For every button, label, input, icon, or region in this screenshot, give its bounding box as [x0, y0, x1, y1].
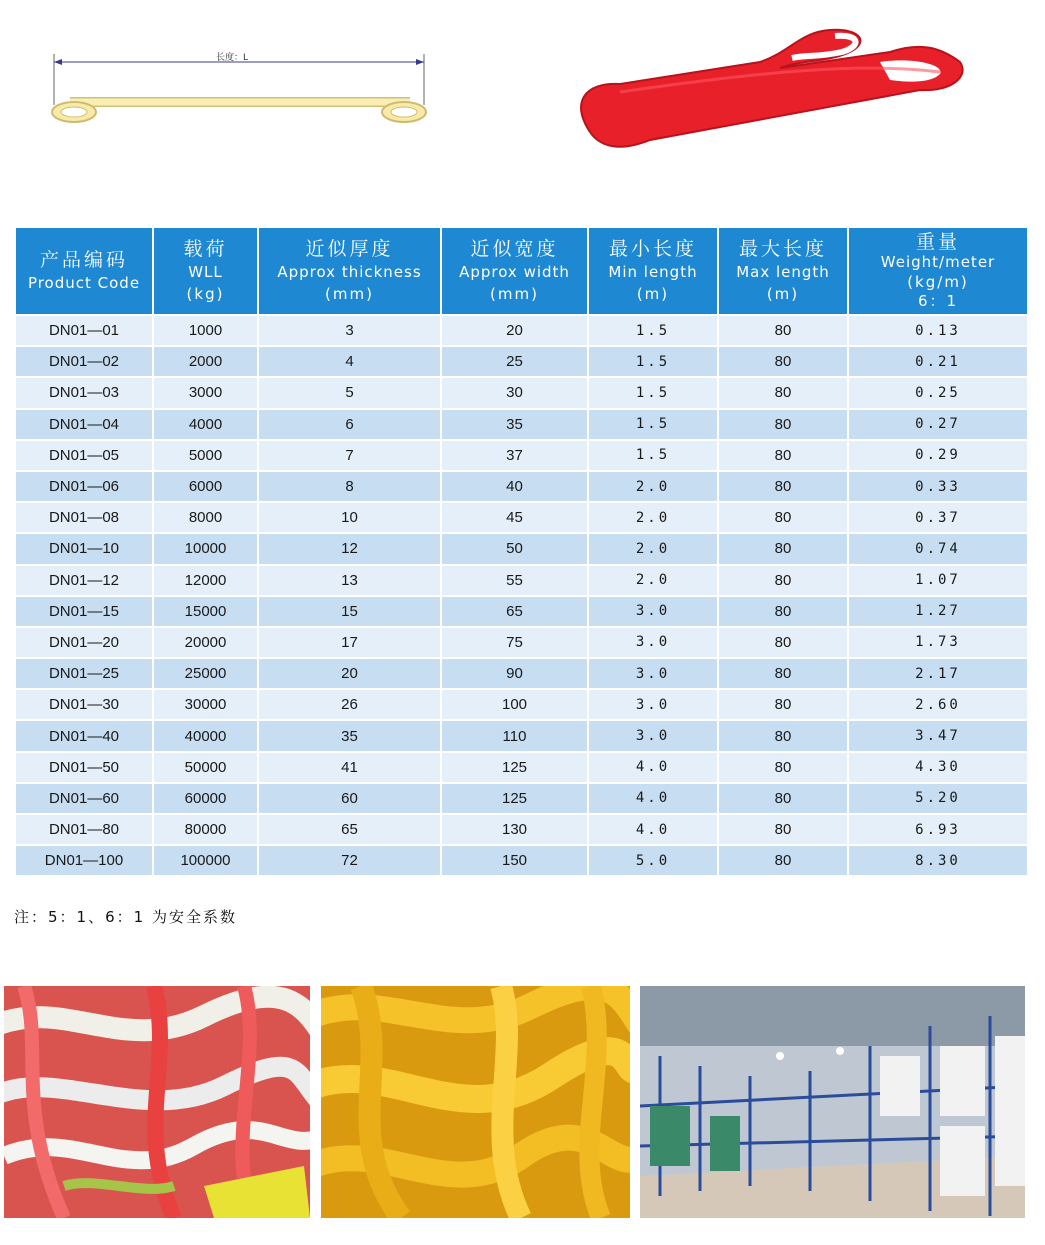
cell-max-length: 80 — [719, 626, 847, 657]
cell-wll: 2000 — [154, 345, 257, 376]
cell-wll: 4000 — [154, 408, 257, 439]
cell-width: 20 — [442, 314, 587, 345]
table-row — [16, 595, 1027, 626]
table-row — [16, 439, 1027, 470]
table-row — [16, 688, 1027, 719]
cell-wll: 50000 — [154, 751, 257, 782]
cell-wll: 80000 — [154, 813, 257, 844]
cell-width: 25 — [442, 345, 587, 376]
sling-length-diagram — [40, 40, 440, 140]
table-row — [16, 470, 1027, 501]
cell-wll: 8000 — [154, 501, 257, 532]
cell-product-code: DN01—03 — [16, 376, 152, 407]
cell-max-length: 80 — [719, 470, 847, 501]
cell-width: 130 — [442, 813, 587, 844]
cell-max-length: 80 — [719, 782, 847, 813]
cell-max-length: 80 — [719, 408, 847, 439]
cell-wll: 5000 — [154, 439, 257, 470]
cell-width: 45 — [442, 501, 587, 532]
cell-max-length: 80 — [719, 688, 847, 719]
cell-width: 110 — [442, 719, 587, 750]
cell-max-length: 80 — [719, 532, 847, 563]
cell-min-length: 1.5 — [589, 376, 717, 407]
cell-thickness: 60 — [259, 782, 440, 813]
cell-product-code: DN01—06 — [16, 470, 152, 501]
cell-width: 50 — [442, 532, 587, 563]
cell-thickness: 15 — [259, 595, 440, 626]
cell-min-length: 1.5 — [589, 408, 717, 439]
factory-floor-photo — [640, 986, 1025, 1218]
header-width: 近似宽度 Approx width (mm) — [442, 228, 587, 314]
cell-weight: 2.60 — [849, 688, 1027, 719]
table-row — [16, 501, 1027, 532]
cell-product-code: DN01—08 — [16, 501, 152, 532]
header-product-code: 产品编码 Product Code — [16, 228, 152, 314]
cell-wll: 60000 — [154, 782, 257, 813]
header-weight: 重量 Weight/meter (kg/m) 6：1 — [849, 228, 1027, 314]
cell-thickness: 35 — [259, 719, 440, 750]
cell-thickness: 13 — [259, 564, 440, 595]
cell-weight: 1.73 — [849, 626, 1027, 657]
cell-max-length: 80 — [719, 813, 847, 844]
table-row — [16, 657, 1027, 688]
cell-product-code: DN01—10 — [16, 532, 152, 563]
cell-width: 35 — [442, 408, 587, 439]
table-row — [16, 626, 1027, 657]
cell-weight: 1.27 — [849, 595, 1027, 626]
cell-weight: 1.07 — [849, 564, 1027, 595]
cell-wll: 10000 — [154, 532, 257, 563]
cell-weight: 8.30 — [849, 844, 1027, 875]
cell-min-length: 1.5 — [589, 345, 717, 376]
table-row — [16, 314, 1027, 345]
cell-product-code: DN01—25 — [16, 657, 152, 688]
cell-min-length: 3.0 — [589, 719, 717, 750]
cell-max-length: 80 — [719, 657, 847, 688]
cell-thickness: 10 — [259, 501, 440, 532]
cell-max-length: 80 — [719, 595, 847, 626]
cell-weight: 0.25 — [849, 376, 1027, 407]
cell-thickness: 3 — [259, 314, 440, 345]
cell-product-code: DN01—50 — [16, 751, 152, 782]
cell-max-length: 80 — [719, 501, 847, 532]
cell-product-code: DN01—30 — [16, 688, 152, 719]
header-thickness: 近似厚度 Approx thickness (mm) — [259, 228, 440, 314]
cell-min-length: 3.0 — [589, 657, 717, 688]
yellow-webbing-photo — [321, 986, 630, 1218]
cell-max-length: 80 — [719, 314, 847, 345]
cell-min-length: 3.0 — [589, 595, 717, 626]
cell-max-length: 80 — [719, 439, 847, 470]
cell-wll: 20000 — [154, 626, 257, 657]
cell-weight: 0.29 — [849, 439, 1027, 470]
cell-width: 90 — [442, 657, 587, 688]
cell-product-code: DN01—12 — [16, 564, 152, 595]
table-row — [16, 376, 1027, 407]
cell-min-length: 1.5 — [589, 314, 717, 345]
cell-max-length: 80 — [719, 345, 847, 376]
header-wll: 载荷 WLL (kg) — [154, 228, 257, 314]
cell-product-code: DN01—15 — [16, 595, 152, 626]
cell-wll: 25000 — [154, 657, 257, 688]
cell-product-code: DN01—60 — [16, 782, 152, 813]
cell-product-code: DN01—20 — [16, 626, 152, 657]
cell-width: 125 — [442, 782, 587, 813]
cell-width: 65 — [442, 595, 587, 626]
cell-min-length: 2.0 — [589, 564, 717, 595]
table-row — [16, 345, 1027, 376]
cell-weight: 4.30 — [849, 751, 1027, 782]
header-max-length: 最大长度 Max length (m) — [719, 228, 847, 314]
cell-thickness: 26 — [259, 688, 440, 719]
table-row — [16, 813, 1027, 844]
cell-width: 40 — [442, 470, 587, 501]
cell-min-length: 3.0 — [589, 688, 717, 719]
cell-product-code: DN01—01 — [16, 314, 152, 345]
table-row — [16, 408, 1027, 439]
cell-min-length: 2.0 — [589, 470, 717, 501]
cell-wll: 40000 — [154, 719, 257, 750]
table-row — [16, 844, 1027, 875]
cell-width: 150 — [442, 844, 587, 875]
cell-wll: 3000 — [154, 376, 257, 407]
table-row — [16, 751, 1027, 782]
cell-thickness: 7 — [259, 439, 440, 470]
cell-wll: 15000 — [154, 595, 257, 626]
cell-product-code: DN01—40 — [16, 719, 152, 750]
cell-width: 75 — [442, 626, 587, 657]
length-label: 长度：L — [216, 53, 249, 63]
cell-thickness: 8 — [259, 470, 440, 501]
cell-min-length: 3.0 — [589, 626, 717, 657]
cell-wll: 12000 — [154, 564, 257, 595]
cell-wll: 1000 — [154, 314, 257, 345]
cell-product-code: DN01—02 — [16, 345, 152, 376]
cell-weight: 6.93 — [849, 813, 1027, 844]
cell-width: 100 — [442, 688, 587, 719]
cell-wll: 100000 — [154, 844, 257, 875]
cell-min-length: 4.0 — [589, 813, 717, 844]
cell-min-length: 4.0 — [589, 751, 717, 782]
cell-product-code: DN01—100 — [16, 844, 152, 875]
cell-product-code: DN01—05 — [16, 439, 152, 470]
cell-thickness: 41 — [259, 751, 440, 782]
cell-product-code: DN01—04 — [16, 408, 152, 439]
cell-max-length: 80 — [719, 564, 847, 595]
table-row — [16, 532, 1027, 563]
cell-width: 55 — [442, 564, 587, 595]
cell-product-code: DN01—80 — [16, 813, 152, 844]
cell-thickness: 5 — [259, 376, 440, 407]
cell-max-length: 80 — [719, 719, 847, 750]
cell-max-length: 80 — [719, 844, 847, 875]
cell-thickness: 20 — [259, 657, 440, 688]
cell-min-length: 1.5 — [589, 439, 717, 470]
table-row — [16, 782, 1027, 813]
header-min-length: 最小长度 Min length (m) — [589, 228, 717, 314]
cell-thickness: 12 — [259, 532, 440, 563]
cell-weight: 0.33 — [849, 470, 1027, 501]
cell-weight: 0.74 — [849, 532, 1027, 563]
safety-factor-note: 注：5：1、6：1 为安全系数 — [14, 908, 237, 926]
cell-weight: 0.21 — [849, 345, 1027, 376]
cell-max-length: 80 — [719, 376, 847, 407]
cell-min-length: 5.0 — [589, 844, 717, 875]
cell-wll: 6000 — [154, 470, 257, 501]
cell-thickness: 4 — [259, 345, 440, 376]
cell-width: 37 — [442, 439, 587, 470]
cell-min-length: 2.0 — [589, 532, 717, 563]
cell-max-length: 80 — [719, 751, 847, 782]
table-header-row — [16, 228, 1027, 314]
spec-table — [14, 228, 1025, 875]
cell-weight: 0.27 — [849, 408, 1027, 439]
cell-weight: 3.47 — [849, 719, 1027, 750]
cell-width: 30 — [442, 376, 587, 407]
table-row — [16, 719, 1027, 750]
white-red-slings-photo — [4, 986, 310, 1218]
cell-weight: 0.37 — [849, 501, 1027, 532]
table-body — [16, 314, 1027, 875]
cell-weight: 2.17 — [849, 657, 1027, 688]
cell-min-length: 2.0 — [589, 501, 717, 532]
cell-weight: 0.13 — [849, 314, 1027, 345]
red-round-sling-image — [560, 22, 980, 162]
cell-thickness: 17 — [259, 626, 440, 657]
cell-weight: 5.20 — [849, 782, 1027, 813]
cell-min-length: 4.0 — [589, 782, 717, 813]
cell-thickness: 65 — [259, 813, 440, 844]
cell-thickness: 72 — [259, 844, 440, 875]
cell-wll: 30000 — [154, 688, 257, 719]
cell-width: 125 — [442, 751, 587, 782]
cell-thickness: 6 — [259, 408, 440, 439]
table-row — [16, 564, 1027, 595]
